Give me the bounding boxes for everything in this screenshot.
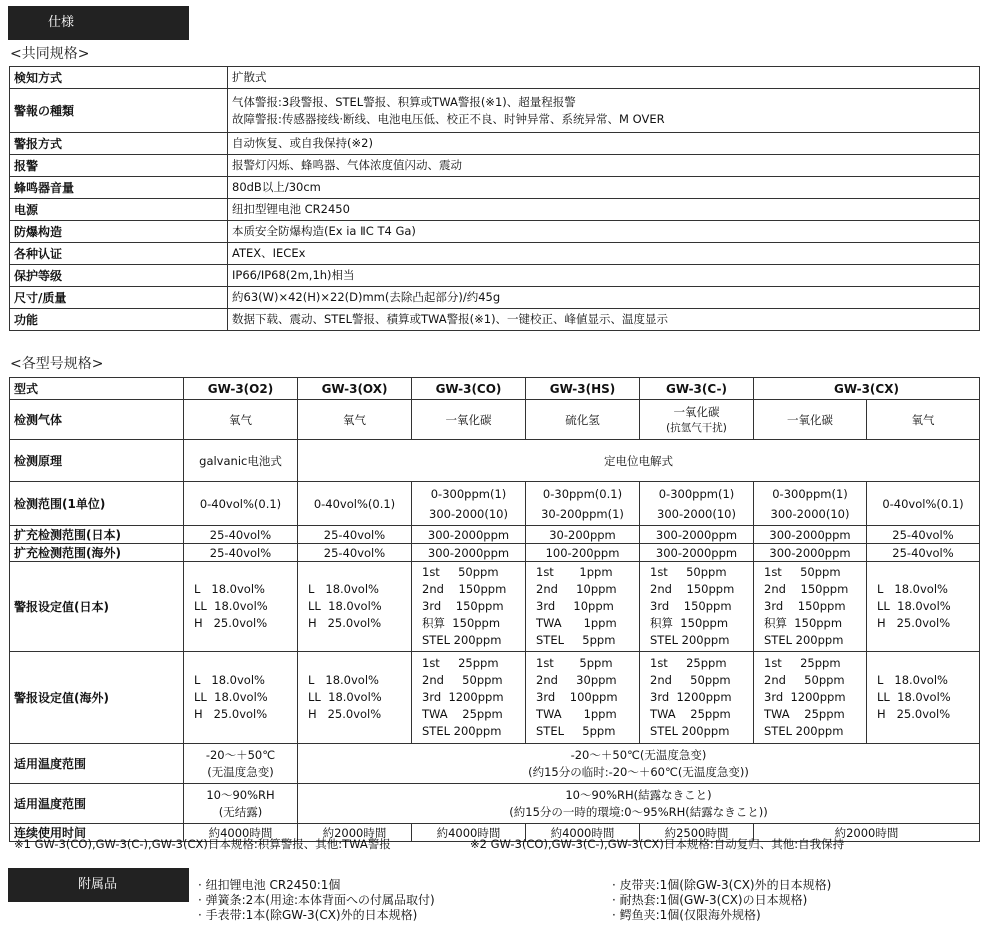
- alarm-line: 1st 25ppm: [764, 656, 841, 670]
- alarm-cell: [867, 652, 980, 744]
- gas-name: 一氧化碳: [787, 412, 833, 427]
- common-spec-table: [9, 66, 980, 331]
- principle-cell: 定电位电解式: [298, 440, 980, 482]
- continuous-cell: 約2000時間: [298, 824, 412, 842]
- gas-name: 氧气: [229, 412, 252, 427]
- range-line: 30-200ppm(1): [541, 506, 624, 521]
- common-row: [10, 265, 980, 287]
- range-line: 0-40vol%(0.1): [199, 496, 282, 511]
- alarm-line: 3rd 1200ppm: [650, 690, 732, 704]
- ext-jp-cell: 25-40vol%: [298, 526, 412, 544]
- alarm-cell: [298, 652, 412, 744]
- alarm-line: L 18.0vol%: [308, 582, 379, 596]
- continuous-cell: 約2500時間: [640, 824, 754, 842]
- common-row: [10, 155, 980, 177]
- common-row-label: 警报方式: [10, 133, 228, 155]
- alarm-cell: [754, 562, 867, 652]
- gas-row: [10, 400, 980, 440]
- alarm-line: STEL 200ppm: [650, 633, 730, 647]
- common-row-value: [228, 67, 980, 89]
- alarm-line: 2nd 150ppm: [764, 582, 849, 596]
- range-line: 0-40vol%(0.1): [313, 496, 396, 511]
- row-label: 警报设定值(日本): [10, 562, 184, 652]
- common-row-label: 电源: [10, 199, 228, 221]
- range-cell: [412, 482, 526, 526]
- range-line: 300-2000(10): [657, 506, 736, 521]
- accessory-item: · 纽扣锂电池 CR2450:1個: [198, 878, 341, 892]
- alarm-line: 3rd 10ppm: [536, 599, 614, 613]
- common-row: [10, 89, 980, 133]
- alarm-line: L 18.0vol%: [194, 582, 265, 596]
- cell-line: 数据下载、震动、STEL警报、積算或TWA警报(※1)、一键校正、峰値显示、温度显示: [232, 312, 669, 326]
- common-row: [10, 133, 980, 155]
- alarm-line: 2nd 150ppm: [650, 582, 735, 596]
- alarm-line: LL 18.0vol%: [308, 690, 382, 704]
- alarm-line: 1st 50ppm: [422, 565, 499, 579]
- ext-os-cell: 25-40vol%: [867, 544, 980, 562]
- alarm-line: 1st 50ppm: [650, 565, 727, 579]
- cell-line: 約63(W)×42(H)×22(D)mm(去除凸起部分)/约45g: [232, 290, 501, 304]
- model-name: GW-3(OX): [298, 378, 412, 400]
- alarm-line: 1st 5ppm: [536, 656, 613, 670]
- ext-os-cell: 25-40vol%: [298, 544, 412, 562]
- alarm-cell: [412, 562, 526, 652]
- cell-line: (无结露): [218, 804, 263, 819]
- accessory-item: · 弹簧条:2本(用途:本体背面への付属品取付): [198, 893, 435, 907]
- range-line: 0-30ppm(0.1): [542, 486, 623, 501]
- principle-row: [10, 440, 980, 482]
- gas-name: 一氧化碳: [445, 412, 492, 427]
- model-name: GW-3(C-): [640, 378, 754, 400]
- alarm-os-row: [10, 652, 980, 744]
- gas-cell: [526, 400, 640, 440]
- alarm-line: LL 18.0vol%: [194, 690, 268, 704]
- alarm-cell: [298, 562, 412, 652]
- alarm-cell: [184, 652, 298, 744]
- cell-line: 气体警报:3段警报、STEL警报、积算或TWA警报(※1)、超量程报警: [232, 94, 576, 109]
- continuous-cell: 約4000時間: [526, 824, 640, 842]
- cell-line: 10～90%RH: [206, 787, 275, 802]
- alarm-line: 2nd 50ppm: [764, 673, 845, 687]
- alarm-line: 2nd 10ppm: [536, 582, 617, 596]
- alarm-line: H 25.0vol%: [877, 707, 951, 721]
- humidity-cell: [298, 784, 980, 824]
- ext-jp-cell: 300-2000ppm: [640, 526, 754, 544]
- gas-cell: [184, 400, 298, 440]
- row-label: 适用温度范围: [10, 744, 184, 784]
- cell-line: 故障警报:传感器接线·断线、电池电压低、校正不良、时钟异常、系统异常、M OVER: [232, 111, 665, 126]
- common-row-label: 警報の種類: [10, 89, 228, 133]
- ext-jp-cell: 300-2000ppm: [754, 526, 867, 544]
- cell-line: (无温度急变): [207, 764, 274, 779]
- alarm-line: H 25.0vol%: [194, 616, 268, 630]
- gas-cell: [640, 400, 754, 440]
- humidity-row: [10, 784, 980, 824]
- alarm-line: TWA 25ppm: [650, 707, 731, 721]
- common-row-value: [228, 265, 980, 287]
- cell-line: -20～＋50℃: [205, 747, 276, 762]
- cell-line: (约15分の临时:-20～＋60℃(无温度急变)): [528, 764, 749, 779]
- alarm-line: 3rd 100ppm: [536, 690, 618, 704]
- footnote-2: ※2 GW-3(CO),GW-3(C-),GW-3(CX)日本规格:自动复归、其他:自我保持: [470, 837, 845, 851]
- temp-row: [10, 744, 980, 784]
- model-name: GW-3(O2): [184, 378, 298, 400]
- alarm-line: STEL 5ppm: [536, 724, 616, 738]
- cell-line: 扩散式: [232, 70, 267, 84]
- gas-name: 氧气: [343, 412, 366, 427]
- alarm-line: STEL 200ppm: [764, 633, 844, 647]
- alarm-line: 2nd 150ppm: [422, 582, 507, 596]
- alarm-line: TWA 1ppm: [536, 616, 617, 630]
- humidity-cell: [184, 784, 298, 824]
- cell-line: 自动恢复、或自我保持(※2): [232, 136, 373, 150]
- common-row: [10, 67, 980, 89]
- common-row-value: [228, 133, 980, 155]
- alarm-line: TWA 25ppm: [764, 707, 845, 721]
- gas-sub-note: (抗氫气干扰): [666, 422, 727, 434]
- alarm-line: LL 18.0vol%: [877, 599, 951, 613]
- common-row-value: [228, 155, 980, 177]
- gas-cell: [867, 400, 980, 440]
- cell-line: ATEX、IECEx: [232, 246, 306, 260]
- alarm-line: 积算 150ppm: [650, 616, 729, 630]
- common-row-label: 功能: [10, 309, 228, 331]
- range-line: 300-2000(10): [429, 506, 508, 521]
- common-row-value: [228, 89, 980, 133]
- alarm-cell: [867, 562, 980, 652]
- principle-cell: galvanic电池式: [184, 440, 298, 482]
- cell-line: 纽扣型锂电池 CR2450: [232, 202, 350, 216]
- alarm-line: LL 18.0vol%: [194, 599, 268, 613]
- alarm-line: TWA 25ppm: [422, 707, 503, 721]
- accessory-item: · 手表带:1本(除GW-3(CX)外的日本规格): [198, 908, 418, 922]
- alarm-line: LL 18.0vol%: [308, 599, 382, 613]
- common-row: [10, 309, 980, 331]
- alarm-line: STEL 200ppm: [650, 724, 730, 738]
- alarm-cell: [754, 652, 867, 744]
- temp-cell: [298, 744, 980, 784]
- alarm-line: 3rd 150ppm: [650, 599, 732, 613]
- alarm-line: STEL 5ppm: [536, 633, 616, 647]
- alarm-line: TWA 1ppm: [536, 707, 617, 721]
- row-label: 扩充检测范围(海外): [10, 544, 184, 562]
- cell-line: -20～＋50℃(无温度急变): [570, 747, 707, 762]
- alarm-line: 3rd 150ppm: [764, 599, 846, 613]
- ext-os-cell: 25-40vol%: [184, 544, 298, 562]
- common-row-value: [228, 221, 980, 243]
- accessory-tab: 附属品: [8, 868, 189, 902]
- alarm-line: LL 18.0vol%: [877, 690, 951, 704]
- alarm-line: 3rd 1200ppm: [422, 690, 504, 704]
- alarm-cell: [640, 652, 754, 744]
- range-cell: [640, 482, 754, 526]
- model-type-row: [10, 378, 980, 400]
- ext-os-cell: 100-200ppm: [526, 544, 640, 562]
- common-spec-title: <共同规格>: [10, 46, 90, 62]
- range-cell: [184, 482, 298, 526]
- common-row: [10, 243, 980, 265]
- cell-line: IP66/IP68(2m,1h)相当: [232, 268, 355, 282]
- gas-name: 氧气: [911, 412, 935, 427]
- alarm-line: 2nd 30ppm: [536, 673, 617, 687]
- ext-os-cell: 300-2000ppm: [754, 544, 867, 562]
- range-line: 0-40vol%(0.1): [882, 496, 964, 511]
- alarm-line: 积算 150ppm: [422, 616, 501, 630]
- common-row-label: 蜂鸣器音量: [10, 177, 228, 199]
- row-label: 型式: [10, 378, 184, 400]
- accessory-item: · 皮带夹:1個(除GW-3(CX)外的日本规格): [612, 878, 832, 892]
- alarm-cell: [184, 562, 298, 652]
- continuous-cell: 約4000時間: [184, 824, 298, 842]
- alarm-line: 1st 25ppm: [422, 656, 499, 670]
- ext-jp-cell: 25-40vol%: [184, 526, 298, 544]
- alarm-line: STEL 200ppm: [422, 633, 502, 647]
- alarm-line: H 25.0vol%: [877, 616, 951, 630]
- alarm-line: 2nd 50ppm: [422, 673, 503, 687]
- alarm-line: STEL 200ppm: [764, 724, 844, 738]
- alarm-cell: [412, 652, 526, 744]
- alarm-line: 3rd 1200ppm: [764, 690, 846, 704]
- common-row-value: [228, 287, 980, 309]
- common-row: [10, 287, 980, 309]
- alarm-line: L 18.0vol%: [877, 673, 948, 687]
- row-label: 检测气体: [10, 400, 184, 440]
- alarm-line: 3rd 150ppm: [422, 599, 504, 613]
- cell-line: (約15分の一時的環境:0～95%RH(結露なきこと)): [509, 804, 768, 819]
- model-name: GW-3(CX): [754, 378, 980, 400]
- alarm-line: H 25.0vol%: [308, 707, 382, 721]
- alarm-cell: [640, 562, 754, 652]
- alarm-cell: [526, 562, 640, 652]
- alarm-line: L 18.0vol%: [308, 673, 379, 687]
- alarm-line: H 25.0vol%: [308, 616, 382, 630]
- range-line: 0-300ppm(1): [658, 486, 735, 501]
- ext-jp-cell: 25-40vol%: [867, 526, 980, 544]
- range-line: 300-2000(10): [770, 506, 850, 521]
- row-label: 扩充检测范围(日本): [10, 526, 184, 544]
- cell-line: 80dB以上/30cm: [232, 180, 321, 194]
- ext-os-cell: 300-2000ppm: [412, 544, 526, 562]
- range-cell: [754, 482, 867, 526]
- alarm-line: 1st 1ppm: [536, 565, 613, 579]
- cell-line: 本质安全防爆构造(Ex ia ⅡC T4 Ga): [232, 224, 416, 238]
- alarm-line: 2nd 50ppm: [650, 673, 731, 687]
- range-row: [10, 482, 980, 526]
- temp-cell: [184, 744, 298, 784]
- common-row-value: [228, 309, 980, 331]
- accessory-item: · 鳄鱼夹:1個(仅限海外规格): [612, 908, 761, 922]
- cell-line: 10～90%RH(結露なきこと): [565, 787, 712, 802]
- model-name: GW-3(HS): [526, 378, 640, 400]
- accessory-list-right: [612, 878, 831, 923]
- alarm-line: H 25.0vol%: [194, 707, 268, 721]
- common-row: [10, 221, 980, 243]
- row-label: 警报设定值(海外): [10, 652, 184, 744]
- alarm-cell: [526, 652, 640, 744]
- alarm-line: 1st 25ppm: [650, 656, 727, 670]
- common-row: [10, 199, 980, 221]
- model-name: GW-3(CO): [412, 378, 526, 400]
- ext-jp-cell: 300-2000ppm: [412, 526, 526, 544]
- common-row-value: [228, 177, 980, 199]
- alarm-line: 1st 50ppm: [764, 565, 841, 579]
- ext-jp-cell: 30-200ppm: [526, 526, 640, 544]
- alarm-line: 积算 150ppm: [764, 616, 843, 630]
- common-row-label: 报警: [10, 155, 228, 177]
- gas-cell: [754, 400, 867, 440]
- alarm-jp-row: [10, 562, 980, 652]
- common-row-value: [228, 243, 980, 265]
- common-row: [10, 177, 980, 199]
- range-cell: [298, 482, 412, 526]
- row-label: 连续使用时间: [10, 824, 184, 842]
- accessory-item: · 耐热套:1個(GW-3(CX)の日本规格): [612, 893, 808, 907]
- common-row-label: 保护等级: [10, 265, 228, 287]
- common-row-label: 尺寸/质量: [10, 287, 228, 309]
- cell-line: 报警灯闪烁、蜂鸣器、气体浓度值闪动、震动: [232, 158, 462, 172]
- gas-cell: [412, 400, 526, 440]
- row-label: 检测原理: [10, 440, 184, 482]
- alarm-line: L 18.0vol%: [194, 673, 265, 687]
- footnote-1: ※1 GW-3(CO),GW-3(C-),GW-3(CX)日本规格:积算警报、其他:TWA警报: [14, 837, 391, 851]
- common-row-label: 各种认证: [10, 243, 228, 265]
- continuous-cell: 約2000時間: [754, 824, 980, 842]
- gas-name: 一氧化碳: [673, 405, 720, 419]
- ext-jp-row: [10, 526, 980, 544]
- ext-os-row: [10, 544, 980, 562]
- common-row-label: 防爆构造: [10, 221, 228, 243]
- model-spec-table: [9, 377, 980, 842]
- gas-name: 硫化氢: [565, 412, 600, 427]
- continuous-cell: 約4000時間: [412, 824, 526, 842]
- row-label: 检测范围(1单位): [10, 482, 184, 526]
- accessory-list-left: [198, 878, 435, 923]
- range-line: 0-300ppm(1): [430, 486, 507, 501]
- range-line: 0-300ppm(1): [772, 486, 848, 501]
- range-cell: [526, 482, 640, 526]
- alarm-line: L 18.0vol%: [877, 582, 948, 596]
- gas-cell: [298, 400, 412, 440]
- row-label: 适用温度范围: [10, 784, 184, 824]
- alarm-line: STEL 200ppm: [422, 724, 502, 738]
- model-spec-title: <各型号规格>: [10, 356, 104, 372]
- ext-os-cell: 300-2000ppm: [640, 544, 754, 562]
- common-row-label: 検知方式: [10, 67, 228, 89]
- common-row-value: [228, 199, 980, 221]
- range-cell: [867, 482, 980, 526]
- spec-tab: 仕様: [8, 6, 189, 40]
